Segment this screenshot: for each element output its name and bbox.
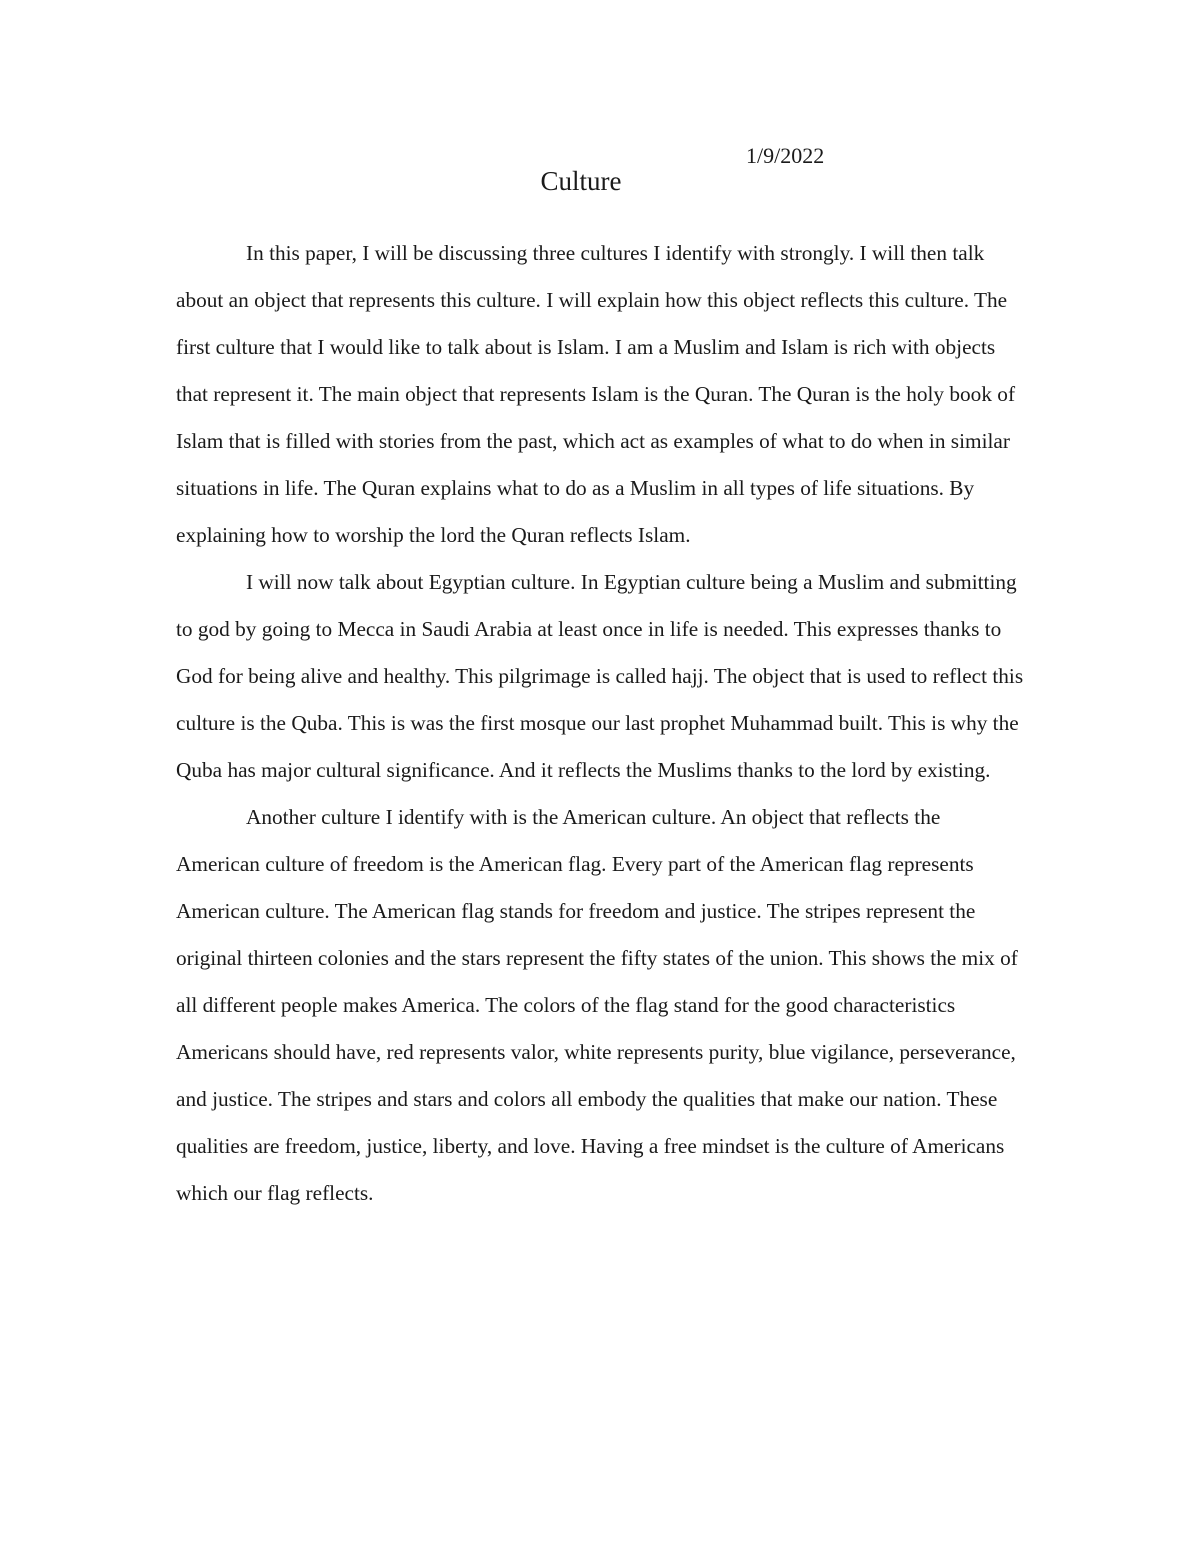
paragraph-american-culture: Another culture I identify with is the American culture. An object that reflects the American culture of freedom is the American flag. Every part of the American flag represents American culture. The American flag stands for freedom and justice. The stripes represent the original thirteen colonies and the stars represent the fifty states of the union. This shows the mix of all different people makes America. The colors of the flag stand for the good characteristics Americans should have, red represents valor, white represents purity, blue vigilance, perseverance, and justice. The stripes and stars and colors all embody the qualities that make our nation. These qualities are freedom, justice, liberty, and love. Having a free mindset is the culture of Americans which our flag reflects. xyxy=(176,805,1018,1205)
document-title: Culture xyxy=(540,166,622,196)
paragraph-islam: In this paper, I will be discussing three cultures I identify with strongly. I will then talk about an object that represents this culture. I will explain how this object reflects this culture. The first culture that I would like to talk about is Islam. I am a Muslim and Islam is rich with objects that represent it. The main object that represents Islam is the Quran. The Quran is the holy book of Islam that is filled with stories from the past, which act as examples of what to do when in similar situations in life. The Quran explains what to do as a Muslim in all types of life situations. By explaining how to worship the lord the Quran reflects Islam. xyxy=(176,241,1016,547)
paragraph-egyptian-culture: I will now talk about Egyptian culture. In Egyptian culture being a Muslim and submitting to god by going to Mecca in Saudi Arabia at least once in life is needed. This expresses thanks to God for being alive and healthy. This pilgrimage is called hajj. The object that is used to reflect this culture is the Quba. This is was the first mosque our last prophet Muhammad built. This is why the Quba has major cultural significance. And it reflects the Muslims thanks to the lord by existing. xyxy=(176,570,1024,782)
document-body xyxy=(176,230,1026,1217)
document-date: 1/9/2022 xyxy=(746,143,825,168)
